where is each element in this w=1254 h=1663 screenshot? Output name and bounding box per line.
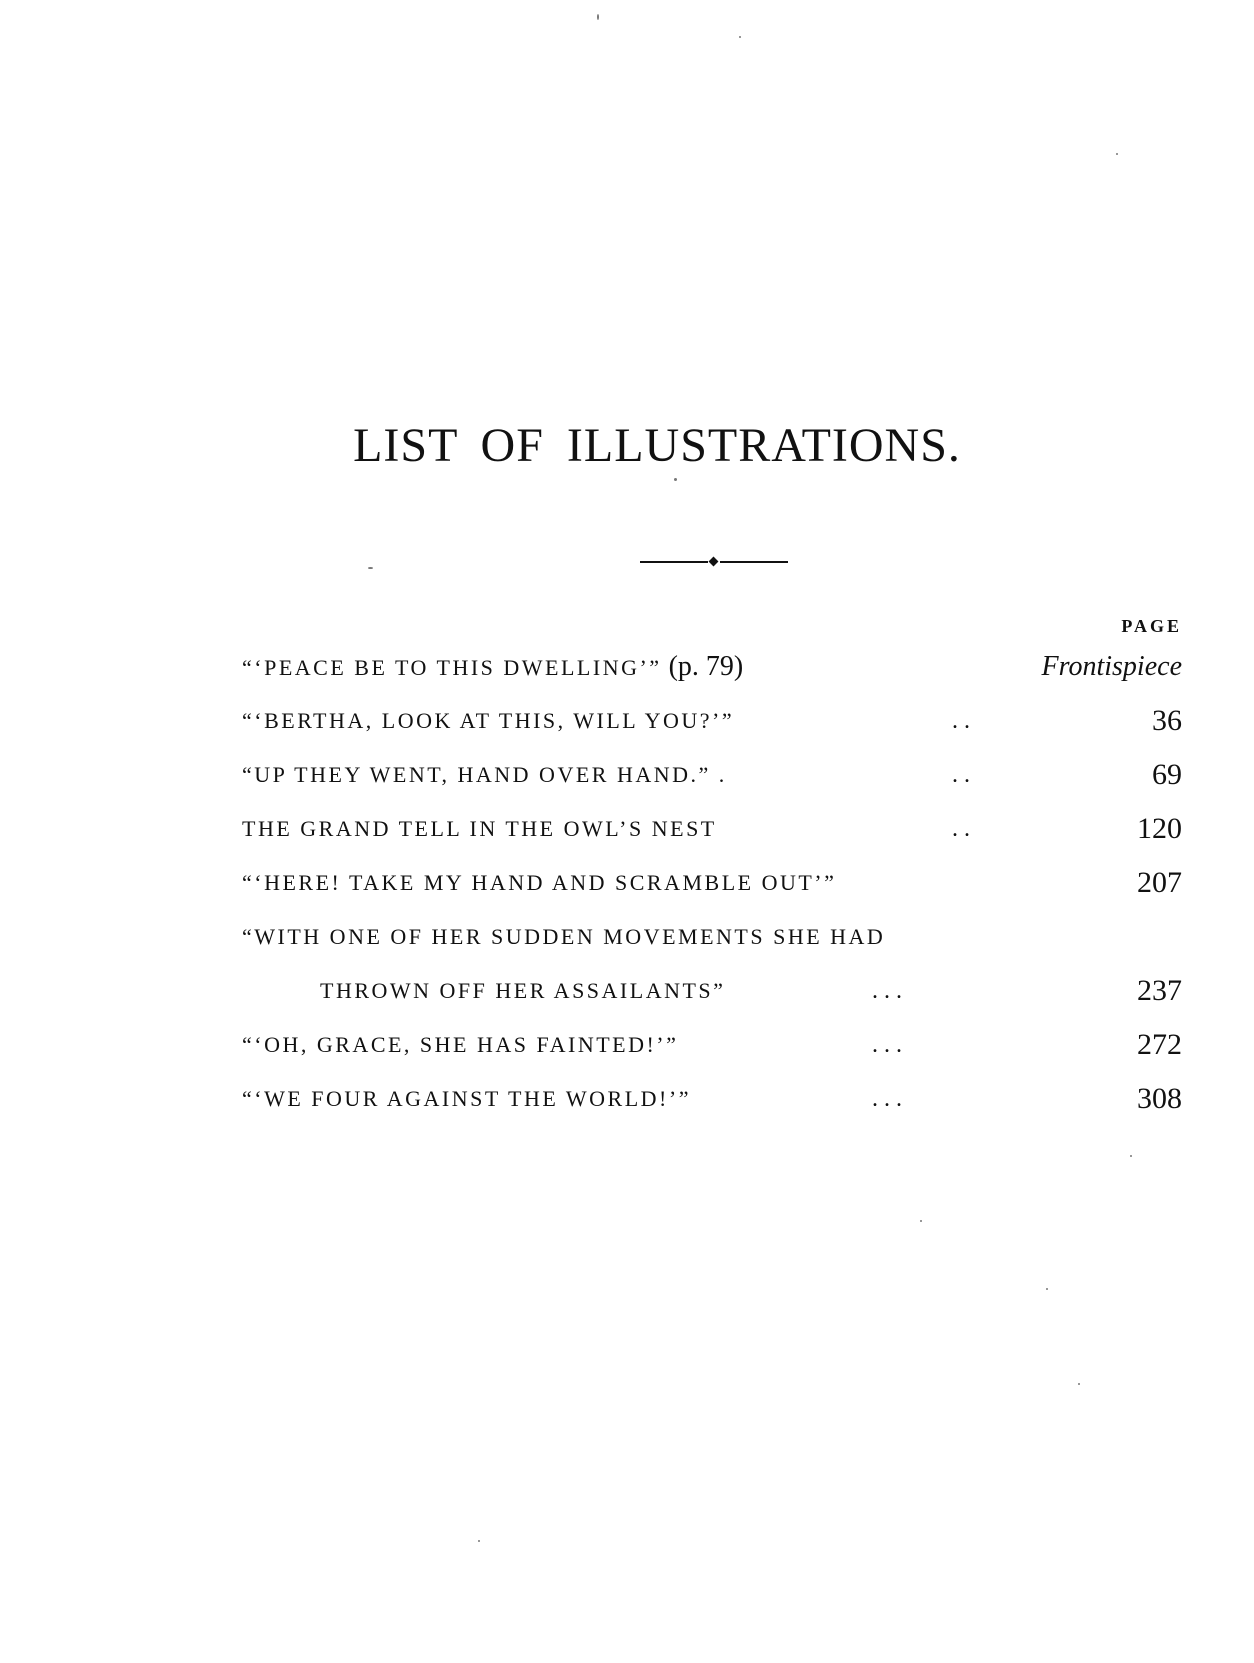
ornament-line-right xyxy=(720,561,788,563)
paper-speck xyxy=(920,1220,922,1222)
entry-caption: “‘PEACE BE TO THIS DWELLING’” (p. 79) xyxy=(242,651,744,682)
illustrations-list xyxy=(242,640,1182,1126)
paper-speck xyxy=(597,14,599,20)
list-item xyxy=(242,1018,1182,1072)
list-item xyxy=(242,748,1182,802)
entry-page: 308 xyxy=(1137,1082,1182,1115)
entry-caption: “‘WE FOUR AGAINST THE WORLD!’” xyxy=(242,1086,691,1111)
entry-page: 237 xyxy=(1137,974,1182,1007)
paper-speck xyxy=(674,478,677,481)
entry-leader-dots: . . xyxy=(952,708,970,734)
entry-page: 69 xyxy=(1152,758,1182,791)
entry-page: 36 xyxy=(1152,704,1182,737)
entry-page: Frontispiece xyxy=(1041,651,1182,682)
ornament-divider xyxy=(640,556,788,568)
entry-caption: “‘BERTHA, LOOK AT THIS, WILL YOU?’” xyxy=(242,708,735,733)
entry-caption: THE GRAND TELL IN THE OWL’S NEST xyxy=(242,816,717,841)
entry-page: 272 xyxy=(1137,1028,1182,1061)
entry-leader-dots: . . . xyxy=(872,978,902,1004)
paper-speck xyxy=(1078,1383,1080,1385)
entry-caption: “WITH ONE OF HER SUDDEN MOVEMENTS SHE HAD xyxy=(242,924,886,949)
diamond-icon xyxy=(709,557,719,567)
page-title: LIST OF ILLUSTRATIONS. xyxy=(353,419,961,472)
entry-caption: “UP THEY WENT, HAND OVER HAND.” . xyxy=(242,762,727,787)
entry-caption: “‘HERE! TAKE MY HAND AND SCRAMBLE OUT’” xyxy=(242,870,837,895)
paper-speck xyxy=(478,1540,480,1542)
entry-leader-dots: . . xyxy=(952,762,970,788)
entry-page-ref: (p. 79) xyxy=(661,651,744,682)
entry-caption: “‘OH, GRACE, SHE HAS FAINTED!’” xyxy=(242,1032,679,1057)
entry-page: 120 xyxy=(1137,812,1182,845)
entry-page: 207 xyxy=(1137,866,1182,899)
paper-speck xyxy=(1116,153,1118,155)
list-item xyxy=(242,640,1182,694)
paper-speck xyxy=(368,567,373,569)
entry-leader-dots: . . . xyxy=(872,1086,902,1112)
list-item-continuation xyxy=(242,964,1182,1018)
list-item xyxy=(242,910,1182,964)
paper-speck xyxy=(739,36,741,38)
entry-leader-dots: . . xyxy=(952,816,970,842)
list-item xyxy=(242,856,1182,910)
ornament-line-left xyxy=(640,561,708,563)
list-item xyxy=(242,1072,1182,1126)
list-item xyxy=(242,802,1182,856)
page-column-label: PAGE xyxy=(1121,616,1182,636)
paper-speck xyxy=(1130,1155,1132,1157)
list-item xyxy=(242,694,1182,748)
entry-leader-dots: . . . xyxy=(872,1032,902,1058)
entry-caption: THROWN OFF HER ASSAILANTS” xyxy=(320,978,726,1003)
paper-speck xyxy=(1046,1288,1048,1290)
